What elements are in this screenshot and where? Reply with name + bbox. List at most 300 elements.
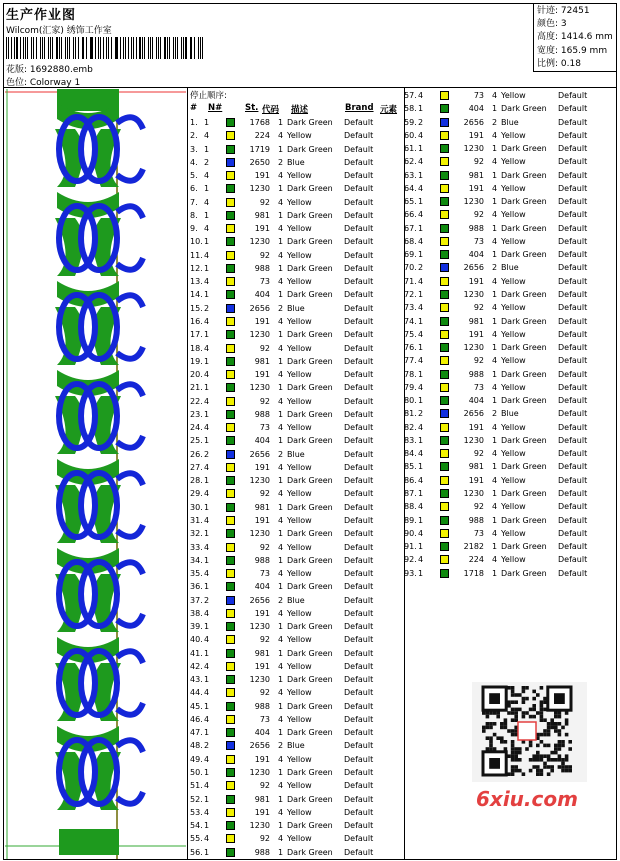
row-description: Yellow (287, 250, 312, 260)
table-row (190, 448, 402, 461)
row-description: Yellow (501, 303, 526, 313)
row-index: 84. (404, 449, 417, 459)
row-needle: 4 (204, 131, 210, 141)
column-header-left (190, 103, 404, 113)
row-code: 4 (492, 422, 498, 432)
row-needle: 2 (418, 117, 424, 127)
color-swatch (440, 263, 449, 272)
row-brand: Default (344, 171, 374, 181)
row-brand: Default (344, 661, 374, 671)
row-brand: Default (344, 449, 374, 459)
row-description: Dark Green (501, 488, 547, 498)
row-brand: Default (344, 210, 374, 220)
color-swatch (226, 516, 235, 525)
color-swatch (440, 396, 449, 405)
row-code: 1 (278, 184, 284, 194)
color-swatch (440, 224, 449, 233)
row-stitches: 1230 (463, 435, 484, 445)
row-index: 24. (190, 423, 203, 433)
table-row (190, 594, 402, 607)
row-index: 19. (190, 356, 203, 366)
table-row (404, 248, 616, 261)
row-stitches: 988 (254, 263, 270, 273)
table-row (190, 434, 402, 447)
row-code: 4 (492, 210, 498, 220)
row-stitches: 191 (254, 462, 270, 472)
table-row (190, 501, 402, 514)
row-stitches: 92 (259, 250, 270, 260)
stats-panel (537, 5, 613, 71)
row-code: 4 (492, 91, 498, 100)
row-index: 53. (190, 807, 203, 817)
row-brand: Default (558, 356, 588, 366)
row-brand: Default (558, 316, 588, 326)
table-row (190, 514, 402, 527)
row-brand: Default (344, 714, 374, 724)
row-index: 41. (190, 648, 203, 658)
row-brand: Default (344, 131, 374, 141)
color-swatch (440, 423, 449, 432)
row-needle: 1 (204, 794, 210, 804)
row-stitches: 1768 (249, 118, 270, 127)
table-row (404, 328, 616, 341)
row-needle: 2 (204, 303, 210, 313)
design-file: 花版: 1692880.emb (6, 65, 93, 75)
color-swatch (226, 543, 235, 552)
row-brand: Default (344, 847, 374, 857)
color-swatch (226, 476, 235, 485)
row-brand: Default (344, 648, 374, 658)
row-description: Yellow (287, 224, 312, 234)
row-brand: Default (344, 635, 374, 645)
row-index: 45. (190, 701, 203, 711)
qr-code-icon (472, 682, 587, 782)
row-needle: 4 (418, 382, 424, 392)
table-row (190, 527, 402, 540)
row-stitches: 988 (254, 555, 270, 565)
row-code: 2 (278, 595, 284, 605)
row-index: 76. (404, 343, 417, 353)
table-row (404, 553, 616, 566)
row-index: 4. (190, 157, 198, 167)
row-index: 83. (404, 435, 417, 445)
row-brand: Default (344, 701, 374, 711)
color-swatch (226, 145, 235, 154)
row-description: Dark Green (287, 675, 333, 685)
color-swatch (440, 370, 449, 379)
row-code: 1 (492, 104, 498, 114)
row-brand: Default (344, 675, 374, 685)
row-code: 4 (492, 502, 498, 512)
row-needle: 4 (418, 236, 424, 246)
row-index: 59. (404, 117, 417, 127)
row-description: Yellow (501, 157, 526, 167)
color-swatch (440, 290, 449, 299)
row-code: 1 (278, 555, 284, 565)
color-swatch (440, 197, 449, 206)
row-needle: 4 (204, 250, 210, 260)
table-row (190, 819, 402, 832)
row-needle: 1 (418, 396, 424, 406)
row-needle: 2 (204, 157, 210, 167)
row-description: Dark Green (287, 263, 333, 273)
row-description: Dark Green (501, 223, 547, 233)
row-description: Dark Green (287, 502, 333, 512)
row-index: 31. (190, 515, 203, 525)
site-logo: 6xiu.com (476, 787, 578, 811)
row-brand: Default (344, 622, 374, 632)
row-brand: Default (558, 170, 588, 180)
row-description: Yellow (287, 489, 312, 499)
color-swatch (440, 317, 449, 326)
row-stitches: 1230 (463, 144, 484, 154)
row-code: 1 (492, 223, 498, 233)
color-swatch (440, 237, 449, 246)
stat-height: 高度: 1414.6 mm (537, 32, 613, 43)
row-description: Yellow (287, 131, 312, 141)
row-stitches: 92 (259, 197, 270, 207)
table-row (404, 567, 616, 580)
row-index: 85. (404, 462, 417, 472)
row-code: 1 (492, 343, 498, 353)
table-row (190, 249, 402, 262)
color-swatch (440, 118, 449, 127)
color-swatch (440, 250, 449, 259)
table-row (190, 633, 402, 646)
row-stitches: 2656 (463, 263, 484, 273)
row-brand: Default (344, 237, 374, 247)
row-brand: Default (558, 542, 588, 552)
barcode (6, 37, 206, 59)
row-needle: 4 (204, 171, 210, 181)
row-code: 1 (278, 821, 284, 831)
row-needle: 4 (204, 224, 210, 234)
row-index: 35. (190, 569, 203, 579)
stat-scale: 比例: 0.18 (537, 58, 581, 69)
row-description: Yellow (287, 661, 312, 671)
row-description: Yellow (287, 542, 312, 552)
row-description: Yellow (287, 834, 312, 844)
row-description: Blue (287, 157, 305, 167)
row-brand: Default (558, 289, 588, 299)
row-code: 1 (278, 768, 284, 778)
row-stitches: 404 (468, 104, 484, 114)
row-code: 2 (492, 117, 498, 127)
row-description: Dark Green (501, 343, 547, 353)
table-row (404, 195, 616, 208)
row-needle: 2 (418, 263, 424, 273)
col-st: St. (245, 103, 259, 113)
row-needle: 4 (204, 277, 210, 287)
row-code: 4 (278, 316, 284, 326)
row-stitches: 981 (254, 502, 270, 512)
row-description: Blue (287, 741, 305, 751)
row-index: 68. (404, 236, 417, 246)
row-needle: 1 (204, 144, 210, 154)
row-code: 1 (492, 462, 498, 472)
studio-name: Wilcom(汇家) 绣饰工作室 (6, 26, 112, 36)
color-swatch (226, 211, 235, 220)
row-description: Yellow (287, 316, 312, 326)
row-needle: 4 (418, 422, 424, 432)
row-needle: 4 (204, 608, 210, 618)
color-swatch (226, 304, 235, 313)
row-code: 1 (278, 144, 284, 154)
row-brand: Default (558, 117, 588, 127)
row-stitches: 981 (468, 170, 484, 180)
row-description: Dark Green (287, 768, 333, 778)
row-code: 4 (278, 608, 284, 618)
color-swatch (226, 741, 235, 750)
color-swatch (226, 688, 235, 697)
row-index: 75. (404, 329, 417, 339)
row-needle: 1 (204, 237, 210, 247)
stats-divider (533, 3, 534, 71)
color-swatch (226, 529, 235, 538)
row-needle: 4 (418, 356, 424, 366)
row-needle: 4 (204, 462, 210, 472)
row-code: 4 (492, 528, 498, 538)
row-brand: Default (344, 768, 374, 778)
row-stitches: 191 (254, 608, 270, 618)
row-stitches: 92 (473, 449, 484, 459)
table-row (404, 155, 616, 168)
row-description: Yellow (287, 754, 312, 764)
row-needle: 4 (204, 197, 210, 207)
row-code: 1 (492, 289, 498, 299)
row-brand: Default (558, 144, 588, 154)
table-row (190, 381, 402, 394)
row-brand: Default (558, 449, 588, 459)
color-swatch (226, 715, 235, 724)
row-needle: 4 (418, 329, 424, 339)
table-row (190, 832, 402, 845)
row-index: 21. (190, 383, 203, 393)
col-brand: Brand (345, 103, 374, 113)
row-stitches: 73 (259, 423, 270, 433)
row-description: Yellow (501, 276, 526, 286)
row-brand: Default (558, 183, 588, 193)
row-brand: Default (344, 316, 374, 326)
row-stitches: 73 (473, 528, 484, 538)
row-description: Blue (501, 117, 519, 127)
row-description: Yellow (287, 781, 312, 791)
col-code: 代码 (262, 105, 280, 115)
row-needle: 4 (418, 130, 424, 140)
color-swatch (440, 104, 449, 113)
row-index: 6. (190, 184, 198, 194)
row-index: 93. (404, 568, 417, 578)
row-code: 1 (278, 847, 284, 857)
row-index: 51. (190, 781, 203, 791)
color-swatch (226, 198, 235, 207)
table-row (190, 275, 402, 288)
row-description: Yellow (287, 569, 312, 579)
row-description: Yellow (501, 236, 526, 246)
row-code: 1 (278, 263, 284, 273)
row-code: 1 (278, 529, 284, 539)
row-stitches: 73 (473, 91, 484, 100)
table-row (404, 222, 616, 235)
row-needle: 1 (418, 515, 424, 525)
table-row (404, 381, 616, 394)
row-brand: Default (344, 529, 374, 539)
row-needle: 1 (204, 356, 210, 366)
color-swatch (226, 277, 235, 286)
row-code: 1 (492, 396, 498, 406)
row-code: 4 (278, 250, 284, 260)
row-code: 4 (278, 754, 284, 764)
stat-stitches: 针迹: 72451 (537, 6, 590, 16)
row-index: 90. (404, 528, 417, 538)
sequence-list-left (190, 116, 402, 859)
row-code: 4 (278, 807, 284, 817)
table-row (190, 660, 402, 673)
row-index: 23. (190, 409, 203, 419)
table-row (190, 673, 402, 686)
row-code: 4 (278, 515, 284, 525)
row-index: 52. (190, 794, 203, 804)
color-swatch (440, 569, 449, 578)
row-stitches: 2182 (463, 542, 484, 552)
row-code: 1 (278, 582, 284, 592)
row-stitches: 1718 (463, 568, 484, 578)
table-row (190, 793, 402, 806)
row-brand: Default (344, 343, 374, 353)
row-description: Yellow (501, 130, 526, 140)
row-needle: 4 (204, 661, 210, 671)
row-brand: Default (344, 436, 374, 446)
row-description: Dark Green (287, 330, 333, 340)
color-swatch (440, 489, 449, 498)
row-code: 1 (492, 250, 498, 260)
row-code: 1 (278, 290, 284, 300)
color-swatch (226, 702, 235, 711)
row-code: 4 (278, 462, 284, 472)
row-description: Dark Green (287, 184, 333, 194)
row-stitches: 2650 (249, 157, 270, 167)
table-row (190, 368, 402, 381)
row-index: 66. (404, 210, 417, 220)
color-swatch (440, 383, 449, 392)
row-description: Yellow (287, 277, 312, 287)
table-row (190, 753, 402, 766)
row-needle: 4 (418, 183, 424, 193)
row-stitches: 191 (254, 171, 270, 181)
row-brand: Default (344, 462, 374, 472)
row-needle: 4 (418, 475, 424, 485)
row-stitches: 981 (254, 648, 270, 658)
row-description: Dark Green (501, 104, 547, 114)
row-code: 4 (492, 329, 498, 339)
color-swatch (226, 370, 235, 379)
table-row (190, 607, 402, 620)
row-index: 36. (190, 582, 203, 592)
row-index: 81. (404, 409, 417, 419)
color-swatch (440, 144, 449, 153)
row-code: 4 (278, 542, 284, 552)
row-index: 27. (190, 462, 203, 472)
table-row (404, 116, 616, 129)
table-row (404, 315, 616, 328)
row-description: Blue (287, 449, 305, 459)
table-row (404, 129, 616, 142)
row-brand: Default (558, 276, 588, 286)
row-stitches: 191 (468, 475, 484, 485)
color-swatch (226, 755, 235, 764)
row-index: 34. (190, 555, 203, 565)
row-index: 1. (190, 118, 198, 127)
row-index: 70. (404, 263, 417, 273)
color-swatch (226, 768, 235, 777)
row-index: 65. (404, 197, 417, 207)
color-swatch (440, 529, 449, 538)
row-code: 4 (278, 197, 284, 207)
row-needle: 1 (204, 821, 210, 831)
table-row (404, 487, 616, 500)
table-row (190, 541, 402, 554)
row-needle: 4 (204, 688, 210, 698)
color-swatch (440, 91, 449, 100)
row-code: 1 (492, 515, 498, 525)
row-stitches: 92 (259, 542, 270, 552)
row-stitches: 191 (468, 276, 484, 286)
row-code: 4 (492, 475, 498, 485)
row-description: Yellow (501, 183, 526, 193)
row-stitches: 988 (468, 369, 484, 379)
color-swatch (440, 449, 449, 458)
row-needle: 1 (418, 343, 424, 353)
row-brand: Default (558, 488, 588, 498)
row-stitches: 2656 (249, 303, 270, 313)
color-swatch (226, 264, 235, 273)
row-index: 69. (404, 250, 417, 260)
row-brand: Default (344, 144, 374, 154)
color-swatch (226, 781, 235, 790)
row-stitches: 1230 (463, 343, 484, 353)
color-swatch (226, 237, 235, 246)
row-description: Dark Green (501, 250, 547, 260)
row-brand: Default (344, 834, 374, 844)
col-component: 元素 (380, 105, 398, 115)
row-description: Dark Green (501, 144, 547, 154)
row-stitches: 404 (468, 250, 484, 260)
row-index: 43. (190, 675, 203, 685)
row-index: 25. (190, 436, 203, 446)
row-description: Dark Green (287, 555, 333, 565)
row-brand: Default (558, 91, 588, 100)
row-index: 47. (190, 728, 203, 738)
color-swatch (226, 251, 235, 260)
row-stitches: 1230 (249, 529, 270, 539)
row-description: Dark Green (501, 515, 547, 525)
row-description: Dark Green (501, 396, 547, 406)
row-brand: Default (344, 250, 374, 260)
row-index: 33. (190, 542, 203, 552)
row-brand: Default (558, 157, 588, 167)
row-stitches: 92 (259, 489, 270, 499)
row-description: Yellow (287, 343, 312, 353)
row-stitches: 981 (254, 210, 270, 220)
row-stitches: 981 (468, 462, 484, 472)
row-stitches: 981 (254, 356, 270, 366)
table-row (404, 368, 616, 381)
table-row (190, 726, 402, 739)
row-description: Dark Green (287, 648, 333, 658)
row-code: 1 (278, 436, 284, 446)
row-stitches: 2656 (463, 409, 484, 419)
row-stitches: 1719 (249, 144, 270, 154)
